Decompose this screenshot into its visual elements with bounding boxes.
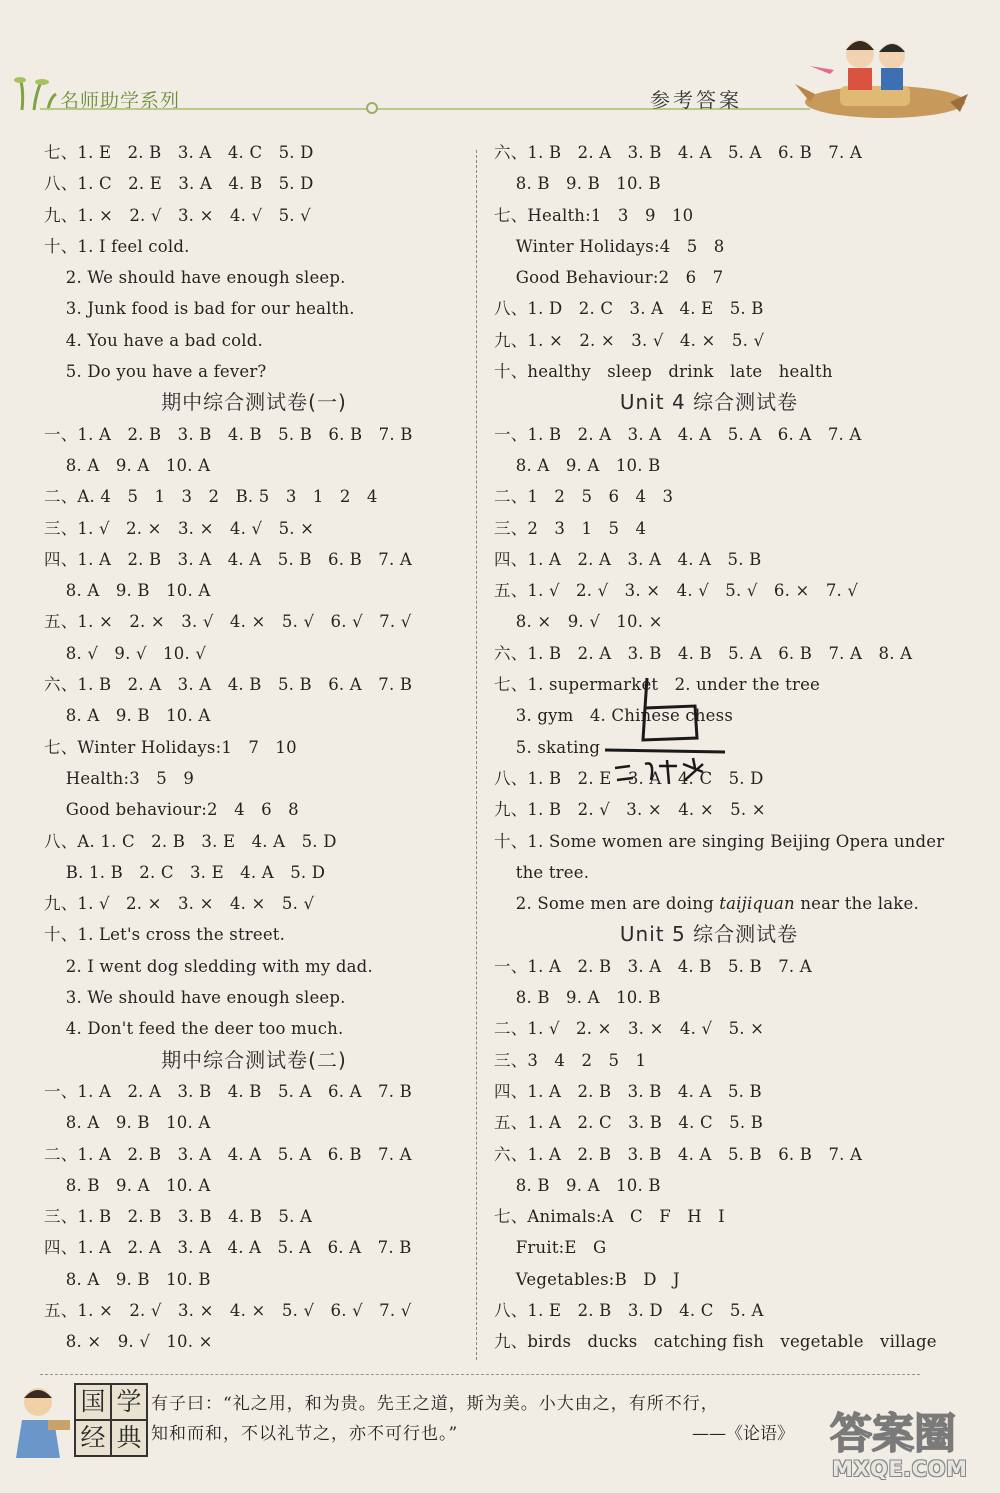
stamp-char-guo: 国: [74, 1383, 112, 1421]
answer-line: B. 1. B 2. C 3. E 4. A 5. D: [44, 862, 326, 882]
section-heading: 期中综合测试卷(一): [161, 390, 347, 415]
answer-line: 二、1. A 2. B 3. A 4. A 5. A 6. B 7. A: [44, 1144, 412, 1164]
answer-line: 四、1. A 2. B 3. A 4. A 5. B 6. B 7. A: [44, 549, 412, 569]
answer-line: 8. A 9. A 10. B: [494, 455, 661, 475]
answer-key-label: 参考答案: [650, 88, 742, 112]
answer-line: Good Behaviour:2 6 7: [494, 268, 724, 288]
answer-line: 四、1. A 2. A 3. A 4. A 5. B: [494, 549, 762, 569]
answer-line: 七、Health:1 3 9 10: [494, 205, 694, 225]
answer-line: 8. B 9. A 10. A: [44, 1175, 211, 1195]
section-heading: 期中综合测试卷(二): [161, 1047, 347, 1072]
answer-line: 4. Don't feed the deer too much.: [44, 1019, 344, 1039]
answer-line: 一、1. B 2. A 3. A 4. A 5. A 6. A 7. A: [494, 424, 862, 444]
answer-line: 七、1. E 2. B 3. A 4. C 5. D: [44, 143, 314, 162]
answer-line: 五、1. √ 2. √ 3. × 4. √ 5. √ 6. × 7. √: [494, 581, 859, 601]
answer-line: 七、1. supermarket 2. under the tree: [494, 675, 821, 695]
answer-line: 十、healthy sleep drink late health: [494, 362, 833, 382]
answer-line: 八、1. D 2. C 3. A 4. E 5. B: [494, 299, 764, 319]
answer-line: 六、1. B 2. A 3. B 4. A 5. A 6. B 7. A: [494, 143, 862, 162]
answer-line: 8. A 9. B 10. A: [44, 581, 211, 601]
kids-airplane-illustration: [790, 24, 970, 129]
answer-line: Fruit:E G: [494, 1238, 607, 1258]
answer-line: 六、1. B 2. A 3. B 4. B 5. A 6. B 7. A 8. A: [494, 643, 913, 663]
section-heading: Unit 5 综合测试卷: [619, 922, 799, 947]
answer-line: 七、Animals:A C F H I: [494, 1207, 725, 1227]
answer-line: 九、1. B 2. √ 3. × 4. × 5. ×: [494, 800, 766, 820]
answer-line: Good behaviour:2 4 6 8: [44, 800, 299, 820]
answer-line: 十、1. Some women are singing Beijing Opera under: [494, 831, 945, 851]
answer-line: 8. A 9. B 10. B: [44, 1269, 211, 1289]
stamp-char-dian: 典: [110, 1419, 148, 1457]
quote-line-2: 知和而和，不以礼节之，亦不可行也。”: [151, 1424, 459, 1444]
answer-line: 八、A. 1. C 2. B 3. E 4. A 5. D: [44, 831, 337, 851]
scholar-boy-icon: [8, 1380, 78, 1460]
answer-line: 五、1. × 2. √ 3. × 4. × 5. √ 6. √ 7. √: [44, 1300, 412, 1320]
quote-line-1: 有子曰：“礼之用，和为贵。先王之道，斯为美。小大由之，有所不行，: [151, 1394, 719, 1414]
answer-line: 二、1 2 5 6 4 3: [494, 487, 674, 507]
answer-line: 3. Junk food is bad for our health.: [44, 299, 355, 319]
answer-line: 二、A. 4 5 1 3 2 B. 5 3 1 2 4: [44, 487, 378, 507]
answer-line: Health:3 5 9: [44, 768, 195, 788]
answer-line: 十、1. I feel cold.: [44, 236, 190, 256]
answer-line: 4. You have a bad cold.: [44, 330, 263, 350]
answer-line: the tree.: [494, 862, 590, 882]
answer-line: 十、1. Let's cross the street.: [44, 925, 286, 945]
answer-line: 三、1. B 2. B 3. B 4. B 5. A: [44, 1207, 313, 1227]
answer-line: 七、Winter Holidays:1 7 10: [44, 737, 297, 757]
answer-line: 8. × 9. √ 10. ×: [494, 612, 663, 632]
stamp-char-jing: 经: [74, 1419, 112, 1457]
answer-line: 8. B 9. A 10. B: [494, 988, 661, 1008]
answer-line: 九、birds ducks catching fish vegetable village: [494, 1332, 937, 1352]
answer-line: 八、1. C 2. E 3. A 4. B 5. D: [44, 174, 314, 194]
answer-line: 8. A 9. A 10. A: [44, 455, 211, 475]
series-title: 名师助学系列: [60, 90, 181, 112]
answer-line: 8. A 9. B 10. A: [44, 706, 211, 726]
answer-line: 九、1. √ 2. × 3. × 4. × 5. √: [44, 894, 315, 914]
answer-line: 九、1. × 2. √ 3. × 4. √ 5. √: [44, 205, 311, 225]
answer-line: 2. I went dog sledding with my dad.: [44, 956, 373, 976]
italic-term: taijiquan: [719, 894, 795, 914]
answer-line: 三、3 4 2 5 1: [494, 1050, 647, 1070]
answer-line: 六、1. A 2. B 3. B 4. A 5. B 6. B 7. A: [494, 1144, 863, 1164]
answer-line: 八、1. E 2. B 3. D 4. C 5. A: [494, 1300, 764, 1320]
section-heading: Unit 4 综合测试卷: [619, 390, 799, 415]
answer-line: 二、1. √ 2. × 3. × 4. √ 5. ×: [494, 1019, 765, 1039]
quote-source: ——《论语》: [692, 1424, 794, 1444]
answer-line: 5. Do you have a fever?: [44, 362, 267, 382]
answer-line: 九、1. × 2. × 3. √ 4. × 5. √: [494, 330, 765, 350]
answer-line: 3. We should have enough sleep.: [44, 988, 346, 1008]
answer-line: 八、1. B 2. E 3. A 4. C 5. D: [494, 768, 764, 788]
left-answer-column: [44, 137, 464, 1358]
answer-line: 三、2 3 1 5 4: [494, 518, 647, 538]
answer-line: 五、1. × 2. × 3. √ 4. × 5. √ 6. √ 7. √: [44, 612, 412, 632]
answer-line: 一、1. A 2. B 3. A 4. B 5. B 7. A: [494, 956, 812, 976]
answer-line: 8. √ 9. √ 10. √: [44, 643, 207, 663]
answer-line: 四、1. A 2. A 3. A 4. A 5. A 6. A 7. B: [44, 1238, 412, 1258]
answer-line: 四、1. A 2. B 3. B 4. A 5. B: [494, 1081, 762, 1101]
column-divider: [476, 150, 477, 1360]
stamp-char-xue: 学: [110, 1383, 148, 1421]
answer-line-italic: 2. Some men are doing taijiquan near the lake.: [494, 894, 919, 914]
header-dot-icon: [366, 102, 378, 114]
answer-line: 8. × 9. √ 10. ×: [44, 1332, 213, 1352]
answer-line: 五、1. A 2. C 3. B 4. C 5. B: [494, 1113, 764, 1133]
answer-line: 三、1. √ 2. × 3. × 4. √ 5. ×: [44, 518, 315, 538]
answer-line: 一、1. A 2. A 3. B 4. B 5. A 6. A 7. B: [44, 1081, 412, 1101]
answer-line: 2. We should have enough sleep.: [44, 268, 346, 288]
handwritten-scribble: [585, 668, 735, 798]
page-header: [0, 0, 1000, 130]
svg-text:答案圈: 答案圈: [830, 1409, 957, 1458]
answer-line: 5. skating: [494, 737, 601, 757]
answer-line: Vegetables:B D J: [494, 1269, 680, 1289]
answer-line: 8. A 9. B 10. A: [44, 1113, 211, 1133]
answer-line: Winter Holidays:4 5 8: [494, 236, 725, 256]
answer-line: 六、1. B 2. A 3. A 4. B 5. B 6. A 7. B: [44, 675, 413, 695]
answer-line: 一、1. A 2. B 3. B 4. B 5. B 6. B 7. B: [44, 424, 413, 444]
answer-line: 8. B 9. A 10. B: [494, 1175, 661, 1195]
footer-rule: [40, 1374, 920, 1375]
watermark-url: MXQE.COM: [832, 1457, 968, 1481]
answer-line: 3. gym 4. Chinese chess: [494, 706, 733, 726]
answer-line: 8. B 9. B 10. B: [494, 174, 661, 194]
